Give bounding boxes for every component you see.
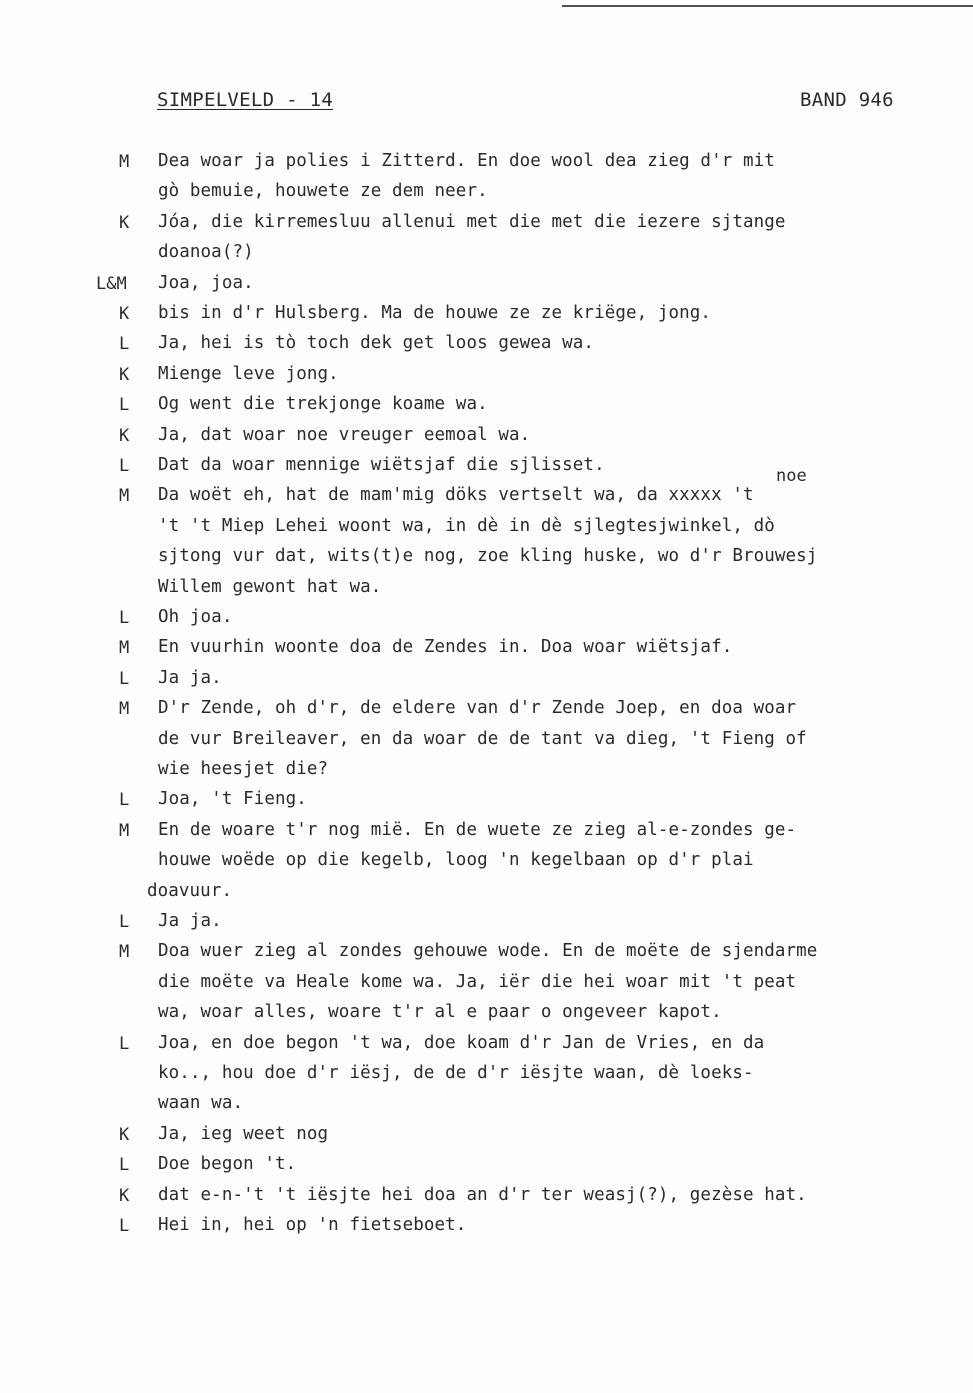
transcript-line: D'r Zende, oh d'r, de eldere van d'r Zende Joep, en doa woar	[158, 698, 797, 719]
header-band: BAND 946	[800, 89, 894, 111]
speaker-label: M	[119, 638, 130, 659]
transcript-line: Hei in, hei op 'n fietseboet.	[158, 1215, 467, 1235]
speaker-label: M	[119, 486, 130, 507]
transcript-line: Joa, 't Fieng.	[158, 789, 307, 810]
transcript-line: Da woët eh, hat de mam'mig döks vertselt wa, da xxxxx 't	[158, 485, 754, 506]
transcript-line: doavuur.	[147, 880, 233, 901]
transcript-line: Jóa, die kirremesluu allenui met die met die iezere sjtange	[158, 211, 786, 232]
speaker-label: L	[119, 334, 130, 355]
transcript-line: gò bemuie, houwete ze dem neer.	[158, 181, 488, 202]
transcript-line: Dea woar ja polies i Zitterd. En doe wool dea zieg d'r mit	[158, 151, 775, 171]
speaker-label: M	[119, 942, 130, 963]
transcript-line: dat e-n-'t 't iësjte hei doa an d'r ter weasj(?), gezèse hat.	[158, 1184, 807, 1205]
transcript-line: wie heesjet die?	[158, 759, 329, 779]
speaker-label: L	[119, 395, 130, 416]
speaker-label: L	[119, 608, 130, 628]
transcript-line: Ja, hei is tò toch dek get loos gewea wa.	[158, 333, 595, 354]
transcript-line: Doe begon 't.	[158, 1154, 297, 1175]
transcript-line: wa, woar alles, woare t'r al e paar o ongeveer kapot.	[158, 1002, 722, 1023]
transcript-line: 't 't Miep Lehei woont wa, in dè in dè sjlegtesjwinkel, dò	[158, 515, 775, 536]
speaker-label: L&M	[96, 273, 127, 294]
transcript-line: ko.., hou doe d'r iësj, de de d'r iësjte waan, dè loeks-	[158, 1063, 754, 1083]
transcript-line: Og went die trekjonge koame wa.	[158, 394, 488, 415]
speaker-label: L	[119, 1155, 130, 1176]
transcript-line: Ja ja.	[158, 667, 222, 688]
speaker-label: K	[119, 1185, 130, 1206]
transcript-line: Mienge leve jong.	[158, 363, 339, 384]
transcript-line: Willem gewont hat wa.	[158, 576, 382, 597]
transcript-line: Dat da woar mennige wiëtsjaf die sjlisset.	[158, 455, 605, 475]
transcript-line: doanoa(?)	[158, 242, 254, 263]
speaker-label: L	[119, 1033, 130, 1054]
transcript-line: En de woare t'r nog mië. En de wuete ze zieg al-e-zondes ge-	[158, 819, 797, 840]
transcript-line: Ja, dat woar noe vreuger eemoal wa.	[158, 424, 531, 445]
insertion-note: noe	[776, 466, 807, 486]
speaker-label: M	[119, 699, 130, 720]
transcript-line: de vur Breileaver, en da woar de de tant va dieg, 't Fieng of	[158, 728, 807, 749]
transcript-line: sjtong vur dat, wits(t)e nog, zoe kling huske, wo d'r Brouwesj	[158, 546, 818, 567]
transcript-line: Ja ja.	[158, 911, 222, 931]
transcript-line: En vuurhin woonte doa de Zendes in. Doa woar wiëtsjaf.	[158, 637, 733, 658]
top-rule	[562, 5, 973, 7]
transcript-line: bis in d'r Hulsberg. Ma de houwe ze ze kriëge, jong.	[158, 303, 712, 323]
transcript-line: houwe woëde op die kegelb, loog 'n kegelbaan op d'r plai	[158, 850, 754, 871]
transcript-line: Joa, joa.	[158, 272, 254, 293]
transcript-line: die moëte va Heale kome wa. Ja, iër die hei woar mit 't peat	[158, 971, 797, 992]
transcript-line: Doa wuer zieg al zondes gehouwe wode. En de moëte de sjendarme	[158, 941, 818, 962]
transcript-line: waan wa.	[158, 1093, 244, 1114]
speaker-label: M	[119, 152, 130, 172]
speaker-label: M	[119, 820, 130, 841]
transcript-line: Oh joa.	[158, 607, 233, 627]
speaker-label: L	[119, 668, 130, 689]
transcript-line: Ja, ieg weet nog	[158, 1123, 329, 1144]
speaker-label: L	[119, 1216, 130, 1236]
speaker-label: K	[119, 1124, 130, 1145]
speaker-label: K	[119, 304, 130, 324]
speaker-label: L	[119, 456, 130, 476]
header-title: SIMPELVELD - 14	[157, 89, 334, 111]
speaker-label: K	[119, 212, 130, 233]
speaker-label: L	[119, 912, 130, 932]
speaker-label: L	[119, 790, 130, 811]
transcript-line: Joa, en doe begon 't wa, doe koam d'r Jan de Vries, en da	[158, 1032, 765, 1053]
speaker-label: K	[119, 364, 130, 385]
speaker-label: K	[119, 425, 130, 446]
